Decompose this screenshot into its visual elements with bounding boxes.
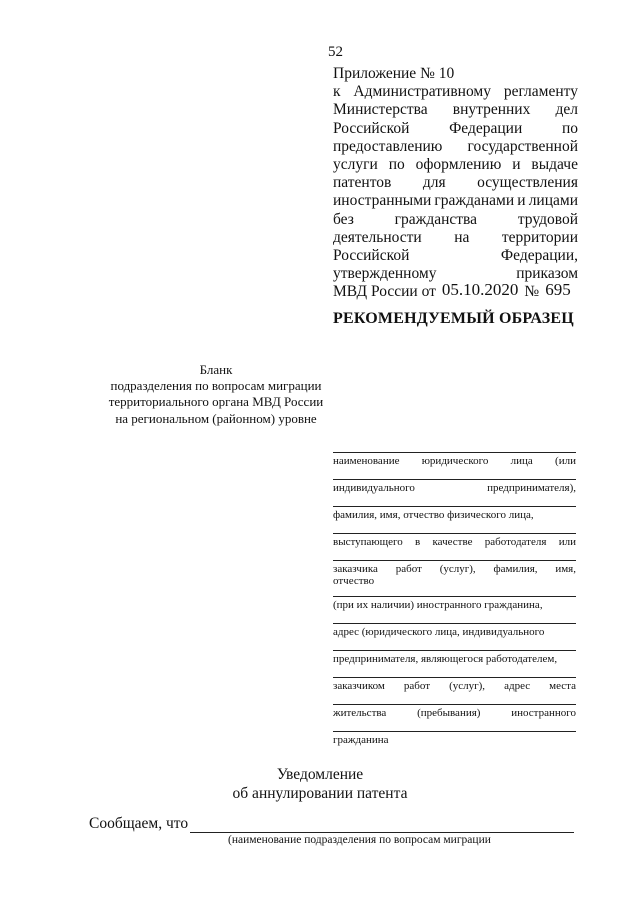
field-word: наименование: [333, 455, 400, 467]
form-header-line: территориального органа МВД России: [108, 394, 324, 410]
addressee-field[interactable]: [333, 452, 576, 479]
field-word: (услуг),: [439, 563, 476, 575]
appendix-line: [333, 192, 578, 210]
field-word: (или: [555, 455, 576, 467]
appendix-word: гражданами: [434, 192, 515, 210]
notice-title-line: Уведомление: [276, 766, 364, 783]
addressee-field[interactable]: [333, 560, 576, 596]
appendix-line: [333, 120, 578, 138]
field-word: гражданина: [333, 734, 389, 746]
field-word: места: [549, 680, 576, 692]
appendix-line: [333, 156, 578, 174]
field-word: фамилия, имя, отчество физического лица,: [333, 509, 534, 521]
form-header: [96, 362, 336, 427]
field-word: качестве: [432, 536, 473, 548]
notice-title: [0, 765, 640, 803]
form-header-line: Бланк: [199, 362, 233, 377]
report-fill-line[interactable]: [190, 832, 574, 833]
appendix-line: [333, 138, 578, 156]
report-text: Сообщаем, что: [89, 815, 189, 832]
appendix-word: Федерации,: [500, 247, 578, 265]
notice-subtitle-line: об аннулировании патента: [232, 785, 408, 802]
appendix-word: услуги: [333, 156, 378, 174]
appendix-word: деятельности: [333, 228, 422, 246]
field-word: выступающего: [333, 536, 403, 548]
appendix-line: [333, 229, 578, 247]
appendix-word: приказом: [516, 265, 578, 283]
form-header-line: подразделения по вопросам миграции: [110, 378, 322, 394]
order-prefix: МВД России от: [333, 283, 436, 301]
field-word: имя,: [555, 563, 576, 575]
field-word: (услуг),: [449, 680, 486, 692]
appendix-word: гражданства: [394, 210, 478, 228]
field-word: жительства: [333, 707, 387, 719]
appendix-line: [333, 101, 578, 119]
appendix-word: Административному: [353, 83, 491, 101]
field-word: фамилия,: [493, 563, 538, 575]
addressee-field[interactable]: [333, 677, 576, 704]
order-number-sign: №: [524, 283, 540, 301]
field-word: индивидуального: [333, 482, 415, 494]
field-word: заказчиком: [333, 680, 385, 692]
appendix-line: [333, 65, 578, 83]
appendix-word: по: [561, 119, 578, 137]
field-word: предпринимателя),: [487, 482, 576, 494]
appendix-word: к: [333, 83, 341, 101]
appendix-line: [333, 174, 578, 192]
form-header-line: на региональном (районном) уровне: [115, 410, 317, 426]
appendix-word: Федерации: [449, 119, 523, 137]
addressee-field[interactable]: [333, 533, 576, 560]
appendix-word: без: [333, 210, 354, 228]
addressee-field[interactable]: [333, 704, 576, 731]
order-line: [333, 280, 578, 301]
field-word: лица: [510, 455, 533, 467]
appendix-word: и: [517, 192, 526, 210]
appendix-word: оформлению: [415, 156, 502, 174]
field-word: (при их наличии) иностранного гражданина,: [333, 599, 543, 611]
addressee-field[interactable]: [333, 731, 576, 758]
appendix-word: утвержденному: [333, 265, 437, 283]
appendix-line: [333, 247, 578, 265]
appendix-word: выдаче: [531, 156, 578, 174]
appendix-word: иностранными: [333, 192, 432, 210]
field-continuation: отчество: [333, 575, 375, 587]
appendix-word: патентов: [333, 174, 392, 192]
field-word: работ: [403, 680, 431, 692]
field-word: иностранного: [511, 707, 576, 719]
appendix-word: внутренних: [452, 101, 531, 119]
appendix-word: и: [512, 156, 521, 174]
appendix-word: трудовой: [517, 210, 578, 228]
addressee-field[interactable]: [333, 506, 576, 533]
appendix-word: территории: [501, 228, 578, 246]
addressee-field[interactable]: [333, 479, 576, 506]
appendix-word: Министерства: [333, 101, 428, 119]
appendix-word: регламенту: [503, 83, 578, 101]
field-word: (пребывания): [417, 707, 481, 719]
appendix-word: для: [422, 174, 446, 192]
addressee-field[interactable]: [333, 650, 576, 677]
order-number: 695: [545, 280, 571, 300]
field-word: в: [415, 536, 421, 548]
field-word: адрес (юридического лица, индивидуального: [333, 626, 545, 638]
appendix-line: [333, 211, 578, 229]
appendix-word: дел: [555, 101, 578, 119]
appendix-word: предоставлению: [333, 137, 443, 155]
page-number: 52: [328, 44, 343, 60]
field-word: адрес: [504, 680, 531, 692]
appendix-word: осуществления: [477, 174, 578, 192]
report-caption: (наименование подразделения по вопросам миграции: [228, 834, 491, 846]
appendix-word: государственной: [467, 137, 578, 155]
addressee-field[interactable]: [333, 623, 576, 650]
order-date: 05.10.2020: [441, 280, 519, 300]
appendix-word: лицами: [528, 192, 578, 210]
appendix-word: Российской: [333, 119, 410, 137]
field-word: предпринимателя, являющегося работодателем,: [333, 653, 558, 665]
addressee-fields: [333, 452, 576, 758]
appendix-block: [333, 65, 578, 302]
field-word: работодателя: [484, 536, 547, 548]
field-word: или: [558, 536, 576, 548]
appendix-line: [333, 83, 578, 101]
appendix-title: Приложение № 10: [333, 65, 455, 82]
appendix-word: по: [388, 156, 405, 174]
field-word: работ: [395, 563, 422, 575]
field-word: заказчика: [333, 563, 378, 575]
appendix-word: Российской: [333, 247, 410, 265]
sample-title: РЕКОМЕНДУЕМЫЙ ОБРАЗЕЦ: [333, 310, 574, 327]
addressee-field[interactable]: [333, 596, 576, 623]
field-word: юридического: [421, 455, 489, 467]
appendix-word: на: [454, 228, 470, 246]
